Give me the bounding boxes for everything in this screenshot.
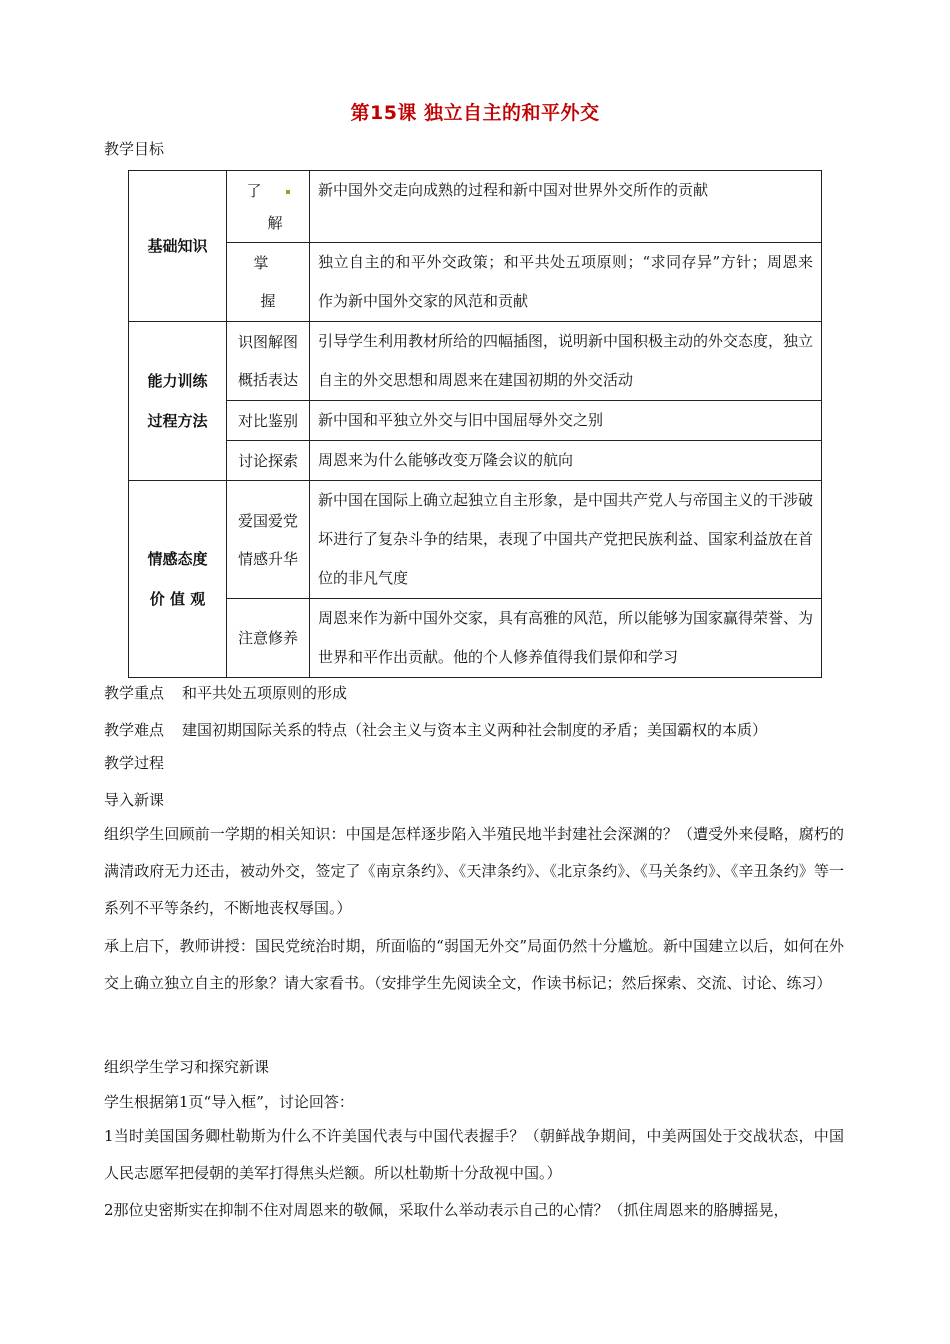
sub-category: 爱国爱党 情感升华 <box>227 481 310 599</box>
page-title: 第15课 独立自主的和平外交 <box>350 102 600 124</box>
table-cell: 新中国和平独立外交与旧中国屈辱外交之别 <box>310 401 822 441</box>
sub-category: 注意修养 <box>227 599 310 678</box>
sub-category: 讨论探索 <box>227 441 310 481</box>
key-point <box>104 682 347 703</box>
key-point-label: 教学重点 <box>104 684 165 702</box>
objectives-label: 教学目标 <box>104 140 165 158</box>
category-basic <box>129 171 227 322</box>
paragraph: 组织学生回顾前一学期的相关知识：中国是怎样逐步陷入半殖民地半封建社会深渊的？（遭受外来侵略，腐朽的满清政府无力还击，被动外交，签定了《南京条约》、《天津条约》、《北京条约》、《马关条约》、《辛丑条约》等一系列不平等条约，不断地丧权辱国。） <box>104 825 844 917</box>
category-label: 基础知识 <box>147 237 208 255</box>
table-row <box>129 401 822 441</box>
dot-mark <box>286 190 290 194</box>
paragraph: 学生根据第1页“导入框”，讨论回答： <box>104 1093 354 1111</box>
table-cell: 新中国外交走向成熟的过程和新中国对世界外交所作的贡献 <box>310 171 822 243</box>
sub-category: 对比鉴别 <box>227 401 310 441</box>
paragraph: 2那位史密斯实在抑制不住对周恩来的敬佩，采取什么举动表示自己的心情？（抓住周恩来的胳膊摇晃， <box>104 1201 789 1219</box>
table-cell: 周恩来作为新中国外交家，具有高雅的风范，所以能够为国家赢得荣誉、为世界和平作出贡献。他的个人修养值得我们景仰和学习 <box>310 599 822 678</box>
paragraph: 1当时美国国务卿杜勒斯为什么不许美国代表与中国代表握手？（朝鲜战争期间，中美两国处于交战状态，中国人民志愿军把侵朝的美军打得焦头烂额。所以杜勒斯十分敌视中国。） <box>104 1127 844 1182</box>
table-row <box>129 243 822 322</box>
table-row <box>129 599 822 678</box>
table-row <box>129 441 822 481</box>
paragraph: 承上启下，教师讲授：国民党统治时期，所面临的“弱国无外交”局面仍然十分尴尬。新中国建立以后，如何在外交上确立独立自主的形象？请大家看书。（安排学生先阅读全文，作读书标记；然后探索、交流、讨论、练习） <box>104 937 844 992</box>
sub-category: 掌 握 <box>227 243 310 322</box>
difficulty-text: 建国初期国际关系的特点（社会主义与资本主义两种社会制度的矛盾；美国霸权的本质） <box>182 721 768 739</box>
table-cell: 新中国在国际上确立起独立自主形象，是中国共产党人与帝国主义的干涉破坏进行了复杂斗争的结果，表现了中国共产党把民族利益、国家利益放在首位的非凡气度 <box>310 481 822 599</box>
sub-category: 识图解图 概括表达 <box>227 322 310 401</box>
difficulty <box>104 719 767 740</box>
table-row <box>129 171 822 243</box>
table-row <box>129 481 822 599</box>
intro-label: 导入新课 <box>104 791 165 809</box>
table-cell: 独立自主的和平外交政策；和平共处五项原则；“求同存异”方针；周恩来作为新中国外交家的风范和贡献 <box>310 243 822 322</box>
category-emotion: 情感态度 价 值 观 <box>129 481 227 678</box>
key-point-text: 和平共处五项原则的形成 <box>182 684 348 702</box>
sub-category: 了 解 <box>227 171 310 243</box>
difficulty-label: 教学难点 <box>104 721 165 739</box>
paragraph: 组织学生学习和探究新课 <box>104 1058 270 1076</box>
objectives-table <box>128 170 822 678</box>
category-ability: 能力训练 过程方法 <box>129 322 227 481</box>
table-cell: 周恩来为什么能够改变万隆会议的航向 <box>310 441 822 481</box>
table-row <box>129 322 822 401</box>
process-label: 教学过程 <box>104 754 165 772</box>
table-cell: 引导学生利用教材所给的四幅插图，说明新中国积极主动的外交态度，独立自主的外交思想和周恩来在建国初期的外交活动 <box>310 322 822 401</box>
